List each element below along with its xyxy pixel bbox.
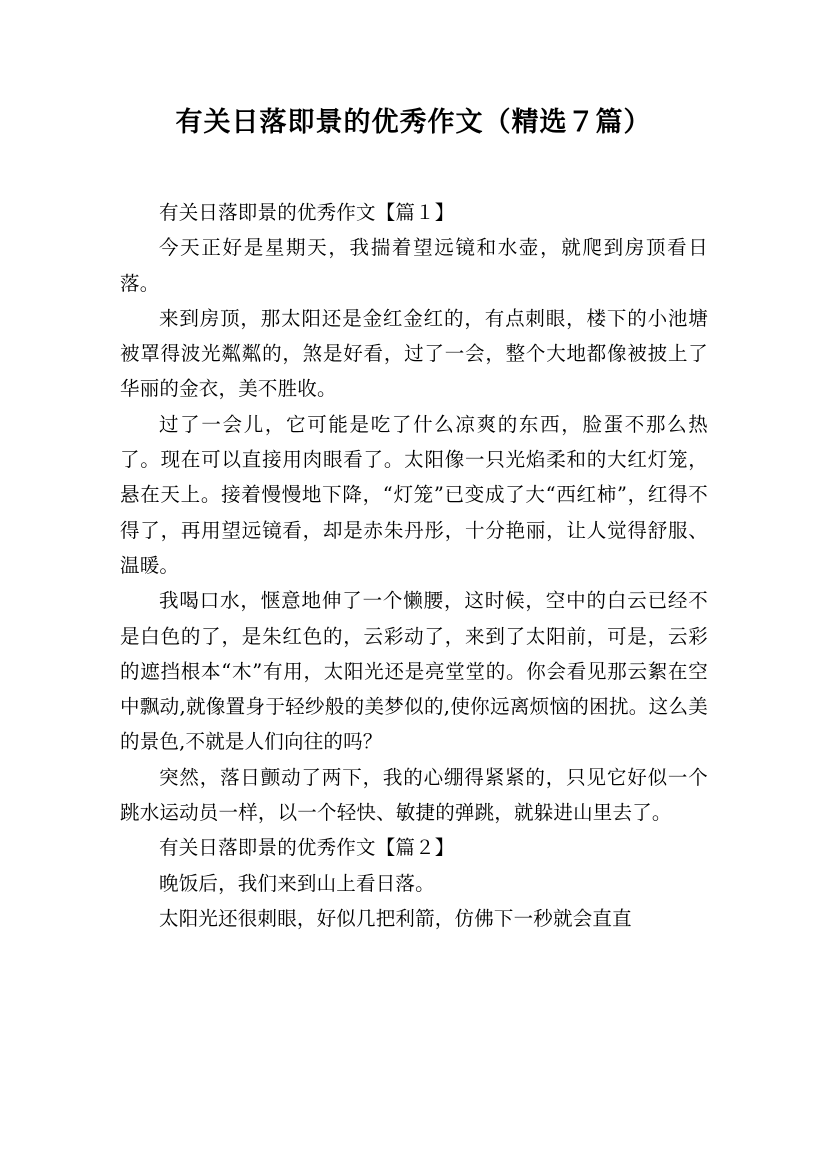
section-heading-2: 有关日落即景的优秀作文【篇２】 <box>159 836 455 860</box>
paragraph: 我喝口水，惬意地伸了一个懒腰，这时候，空中的白云已经不是白色的了，是朱红色的，云彩动了，来到了太阳前，可是，云彩的遮挡根本“木”有用，太阳光还是亮堂堂的。你会看见那云絮在空中飘动,就像置身于轻纱般的美梦似的,使你远离烦恼的困扰。这么美的景色,不就是人们向往的吗？ <box>120 589 708 754</box>
paragraph: 今天正好是星期天，我揣着望远镜和水壶，就爬到房顶看日落。 <box>120 236 708 295</box>
paragraph: 过了一会儿，它可能是吃了什么凉爽的东西，脸蛋不那么热了。现在可以直接用肉眼看了。太阳像一只光焰柔和的大红灯笼，悬在天上。接着慢慢地下降，“灯笼”已变成了大“西红柿”，红得不得了，再用望远镜看，却是赤朱丹彤，十分艳丽，让人觉得舒服、温暖。 <box>120 412 708 577</box>
paragraph: 晚饭后，我们来到山上看日落。 <box>159 871 435 895</box>
section-heading-1: 有关日落即景的优秀作文【篇１】 <box>159 201 455 224</box>
paragraph: 太阳光还很刺眼，好似几把利箭，仿佛下一秒就会直直 <box>159 906 632 930</box>
paragraph: 突然，落日颤动了两下，我的心绷得紧紧的，只见它好似一个跳水运动员一样，以一个轻快、敏捷的弹跳，就躲进山里去了。 <box>120 765 708 825</box>
document-title: 有关日落即景的优秀作文（精选７篇） <box>175 107 652 138</box>
paragraph: 来到房顶，那太阳还是金红金红的，有点刺眼，楼下的小池塘被罩得波光粼粼的，煞是好看，过了一会，整个大地都像被披上了华丽的金衣，美不胜收。 <box>120 306 708 401</box>
document-body <box>120 195 708 936</box>
